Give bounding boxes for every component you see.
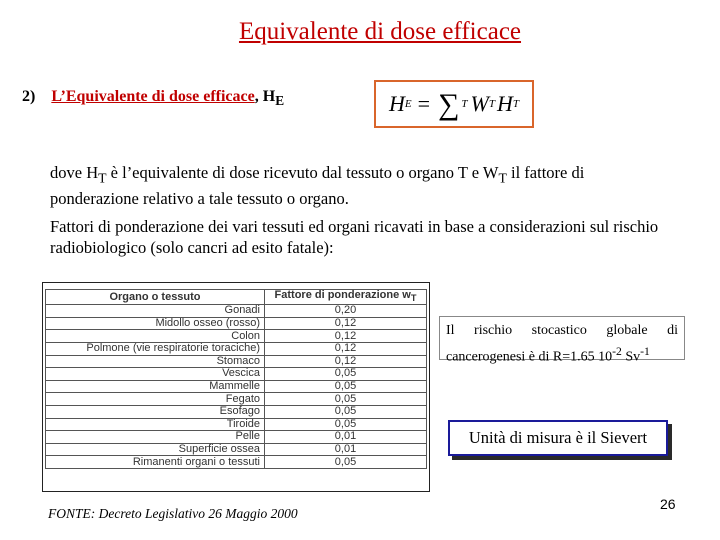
table-cell-factor: 0,01 (265, 443, 427, 456)
formula-w-sub: T (488, 98, 495, 110)
table-cell-factor: 0,05 (265, 368, 427, 381)
formula-box (374, 80, 534, 128)
table-cell-organ: Gonadi (46, 305, 265, 318)
table-row (46, 393, 427, 406)
table-cell-factor: 0,05 (265, 393, 427, 406)
table-row (46, 443, 427, 456)
def-part-b: è l’equivalente di dose ricevuto dal tessuto o organo T e W (106, 163, 499, 182)
table-cell-organ: Colon (46, 330, 265, 343)
table-cell-factor: 0,12 (265, 342, 427, 355)
unit-callout-text: Unità di misura è il Sievert (468, 428, 648, 447)
formula-lhs: H (388, 91, 405, 116)
risk-note-exp1: -2 (612, 345, 622, 358)
def-sub-a: T (98, 170, 107, 186)
table-row (46, 317, 427, 330)
def-part-a: dove H (50, 163, 99, 182)
table-cell-organ: Fegato (46, 393, 265, 406)
table-row (46, 380, 427, 393)
table-row (46, 305, 427, 318)
unit-callout (448, 420, 668, 456)
table-cell-factor: 0,05 (265, 418, 427, 431)
formula-lhs-sub: E (404, 98, 412, 110)
table-row (46, 456, 427, 469)
table-cell-factor: 0,05 (265, 380, 427, 393)
table-cell-factor: 0,12 (265, 317, 427, 330)
table-cell-factor: 0,12 (265, 355, 427, 368)
table-cell-factor: 0,12 (265, 330, 427, 343)
risk-note-exp2: -1 (640, 345, 650, 358)
table-cell-organ: Vescica (46, 368, 265, 381)
table-cell-organ: Tiroide (46, 418, 265, 431)
table-header-row (46, 290, 427, 305)
table-cell-organ: Midollo osseo (rosso) (46, 317, 265, 330)
table-row (46, 330, 427, 343)
page-number: 26 (660, 496, 676, 512)
table-cell-organ: Stomaco (46, 355, 265, 368)
def-sub-b: T (498, 170, 507, 186)
subheading-symbol: H (262, 88, 276, 105)
formula-equals: = (417, 91, 431, 116)
header-factor-sub: T (410, 293, 417, 304)
table-cell-factor: 0,05 (265, 456, 427, 469)
subheading-symbol-sub: E (275, 93, 285, 109)
formula-sum-sub: T (461, 98, 468, 110)
def-part-c: il fattore di ponderazione relativo a tale tessuto o organo. (50, 163, 585, 209)
definition-paragraph (50, 162, 670, 209)
table-row (46, 342, 427, 355)
subheading-separator: , (254, 88, 263, 105)
table-row (46, 368, 427, 381)
formula-sum: ∑ (438, 88, 460, 121)
table-cell-organ: Rimanenti organi o tessuti (46, 456, 265, 469)
table-row (46, 405, 427, 418)
table-cell-organ: Esofago (46, 405, 265, 418)
formula-h-sub: T (512, 98, 520, 110)
weighting-intro-paragraph: Fattori di ponderazione dei vari tessuti ed organi ricavati in base a considerazioni sul rischio radiobiologico (solo cancri ad esito fatale): (50, 217, 659, 257)
weighting-factors-table (45, 289, 427, 469)
table-row (46, 418, 427, 431)
weighting-factors-table-image (42, 282, 430, 492)
table-cell-organ: Superficie ossea (46, 443, 265, 456)
header-factor-label: Fattore di ponderazione w (274, 289, 411, 301)
risk-note (439, 316, 685, 365)
table-row (46, 355, 427, 368)
formula-h: H (497, 91, 513, 116)
source-citation: FONTE: Decreto Legislativo 26 Maggio 2000 (48, 506, 298, 521)
header-organ: Organo o tessuto (46, 290, 265, 305)
subheading-link[interactable]: L’Equivalente di dose efficace (51, 88, 255, 105)
header-factor (265, 290, 427, 305)
subheading (22, 88, 284, 109)
table-row (46, 431, 427, 444)
table-cell-organ: Pelle (46, 431, 265, 444)
risk-note-text-b: Sv (621, 349, 641, 365)
risk-note-text-a: Il rischio stocastico globale di cancerogenesi è di R=1.65 10 (446, 323, 678, 365)
slide-title: Equivalente di dose efficace (238, 18, 522, 45)
table-cell-organ: Polmone (vie respiratorie toraciche) (46, 342, 265, 355)
table-cell-organ: Mammelle (46, 380, 265, 393)
table-cell-factor: 0,05 (265, 405, 427, 418)
subheading-number: 2) (22, 88, 36, 105)
formula-w: W (470, 91, 489, 116)
table-cell-factor: 0,20 (265, 305, 427, 318)
table-cell-factor: 0,01 (265, 431, 427, 444)
